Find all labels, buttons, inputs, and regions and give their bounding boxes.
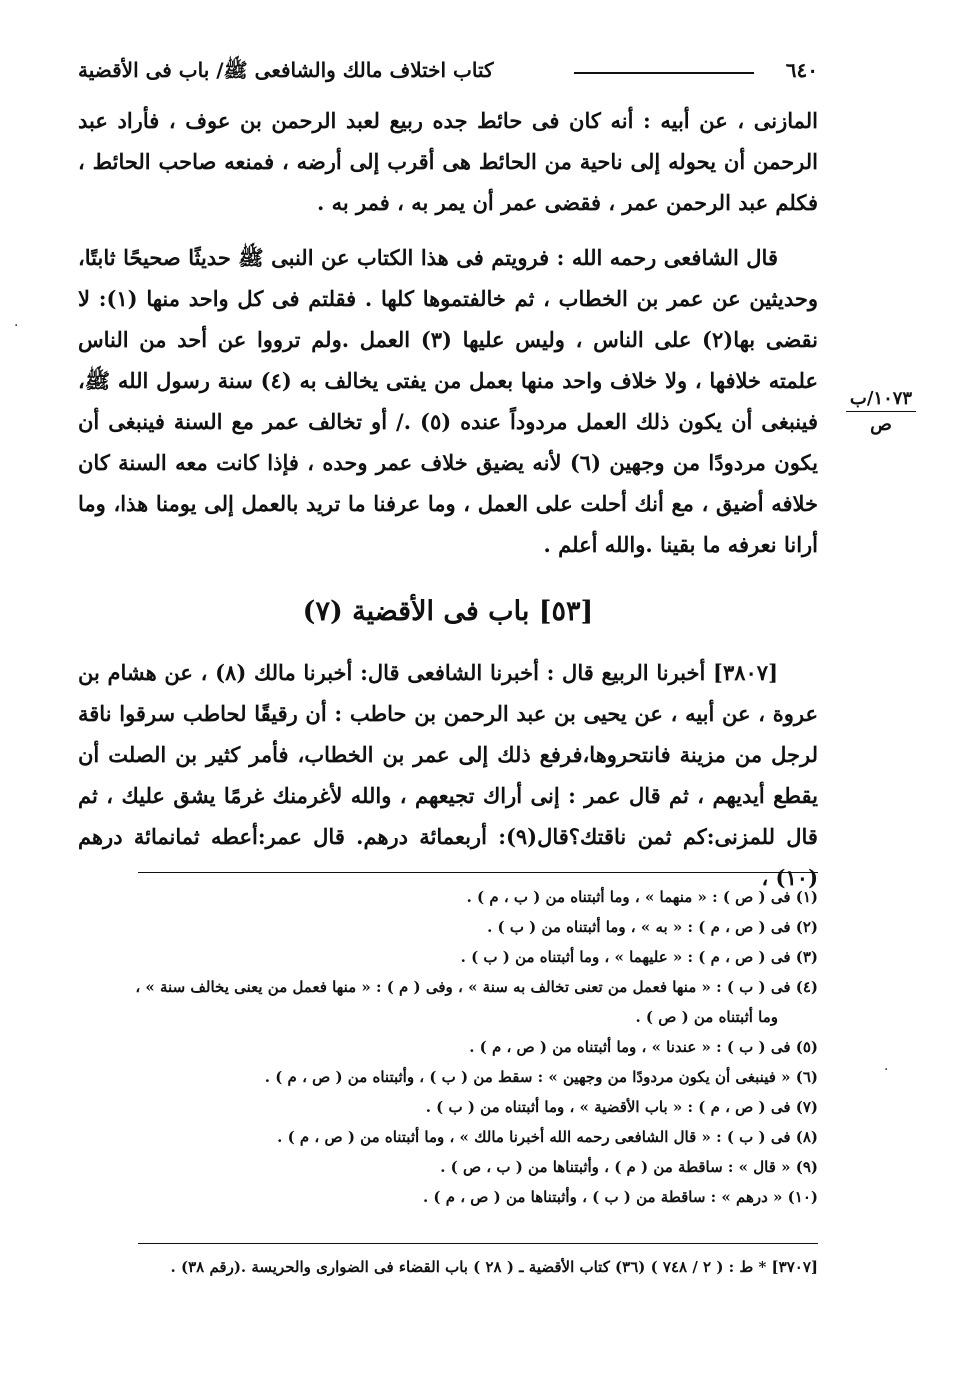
footnote-1: (١) فى ( ص ) : « منهما » ، وما أثبتناه من ( ب ، م ) . xyxy=(466,888,818,906)
section-heading: [٥٣] باب فى الأقضية (٧) xyxy=(302,596,594,627)
footnote-9: (٩) « قال » : ساقطة من ( م ) ، وأثبتناها من ( ب ، ص ) . xyxy=(440,1158,818,1176)
footnote-7: (٧) فى ( ص ، م ) : « باب الأقضية » ، وما أثبتناه من ( ب ) . xyxy=(425,1098,818,1116)
footnote-rule xyxy=(138,872,818,873)
footnote-2: (٢) فى ( ص ، م ) : « به » ، وما أثبتناه من ( ب ) . xyxy=(487,918,818,936)
source-rule xyxy=(138,1243,818,1244)
text-block-shafii-commentary xyxy=(78,237,818,565)
footnote-4: (٤) فى ( ب ) : « منها فعمل من تعنى تخالف به سنة » ، وفى ( م ) : « منها فعمل من يعنى يخالف سنة » ، xyxy=(135,978,818,996)
text-block-continuation xyxy=(78,100,818,223)
scan-speck: · xyxy=(14,318,19,334)
page-header xyxy=(78,58,818,90)
footnotes-list xyxy=(78,882,818,1212)
footnote-6: (٦) « فينبغى أن يكون مردودًا من وجهين » : سقط من ( ب ) ، وأثبتناه من ( ص ، م ) . xyxy=(264,1068,818,1086)
paragraph-continuation: المازنى ، عن أبيه : أنه كان فى حائط جده ربيع لعبد الرحمن بن عوف ، فأراد عبد الرحمن أن يحوله إلى ناحية من الحائط هى أقرب إلى أرضه ، فمنعه صاحب الحائط ، فكلم عبد الرحمن عمر ، فقضى عمر أن يمر به ، فمر به . xyxy=(78,108,818,215)
paragraph-hadith-3807: [٣٨٠٧] أخبرنا الربيع قال : أخبرنا الشافعى قال: أخبرنا مالك (٨) ، عن هشام بن عروة ، عن أبيه ، عن يحيى بن عبد الرحمن بن حاطب : أن رقيقًا لحاطب سرقوا ناقة لرجل من مزينة فانتحروها،فرفع ذلك إلى عمر بن الخطاب، فأمر كثير بن الصلت أن يقطع أيديهم ، ثم قال عمر : إنى أراك تجيعهم ، والله لأغرمنك غرمًا يشق عليك ، ثم قال للمزنى:كم ثمن ناقتك؟قال(٩): أربعمائة درهم. قال عمر:أعطه ثمانمائة درهم (١٠) ، xyxy=(78,660,818,890)
paragraph-shafii-commentary: قال الشافعى رحمه الله : فرويتم فى هذا الكتاب عن النبى ﷺ حديثًا صحيحًا ثابتًا، وحديثين عن عمر بن الخطاب ، ثم خالفتموها كلها . فقلتم فى كل واحد منها (١): لا نقضى بها(٢) على الناس ، وليس عليها (٣) العمل .ولم ترووا عن أحد من الناس علمته خلافها ، ولا خلاف واحد منها بعمل من يفتى يخالف به (٤) سنة رسول الله ﷺ، فينبغى أن يكون ذلك العمل مردوداً عنده (٥) ./ أو تخالف عمر مع السنة فينبغى أن يكون مردودًا من وجهين (٦) لأنه يضيق خلاف عمر وحده ، فإذا كانت معه السنة كان خلافه أضيق ، مع أنك أحلت على العمل ، وما عرفنا ما تريد بالعمل إلى يومنا هذا، وما أرانا نعرفه ما بقينا .والله أعلم . xyxy=(78,245,818,557)
manuscript-folio-ref: ١٠٧٣/ب xyxy=(846,388,916,412)
manuscript-siglum: ص xyxy=(870,414,892,435)
running-title: كتاب اختلاف مالك والشافعى ﷺ/ باب فى الأقضية xyxy=(78,58,494,82)
footnote-4-continuation: وما أثبتناه من ( ص ) . xyxy=(635,1008,778,1026)
footnote-3: (٣) فى ( ص ، م ) : « عليهما » ، وما أثبتناه من ( ب ) . xyxy=(460,948,818,966)
source-reference: [٣٧٠٧] * ط : ( ٢ / ٧٤٨ ) (٣٦) كتاب الأقضية ـ ( ٢٨ ) باب القضاء فى الضوارى والحريسة .(رقم ٣٨) . xyxy=(170,1258,818,1276)
text-block-hadith-3807 xyxy=(78,652,818,898)
footnote-8: (٨) فى ( ب ) : « قال الشافعى رحمه الله أخبرنا مالك » ، وما أثبتناه من ( ص ، م ) . xyxy=(277,1128,818,1146)
footnote-10: (١٠) « درهم » : ساقطة من ( ب ) ، وأثبتناها من ( ص ، م ) . xyxy=(422,1188,818,1206)
footnote-5: (٥) فى ( ب ) : « عندنا » ، وما أثبتناه من ( ص ، م ) . xyxy=(469,1038,818,1056)
scan-speck: · xyxy=(884,1062,889,1078)
header-rule xyxy=(574,72,754,74)
manuscript-margin-note xyxy=(846,388,916,435)
page-number: ٦٤٠ xyxy=(785,58,818,82)
